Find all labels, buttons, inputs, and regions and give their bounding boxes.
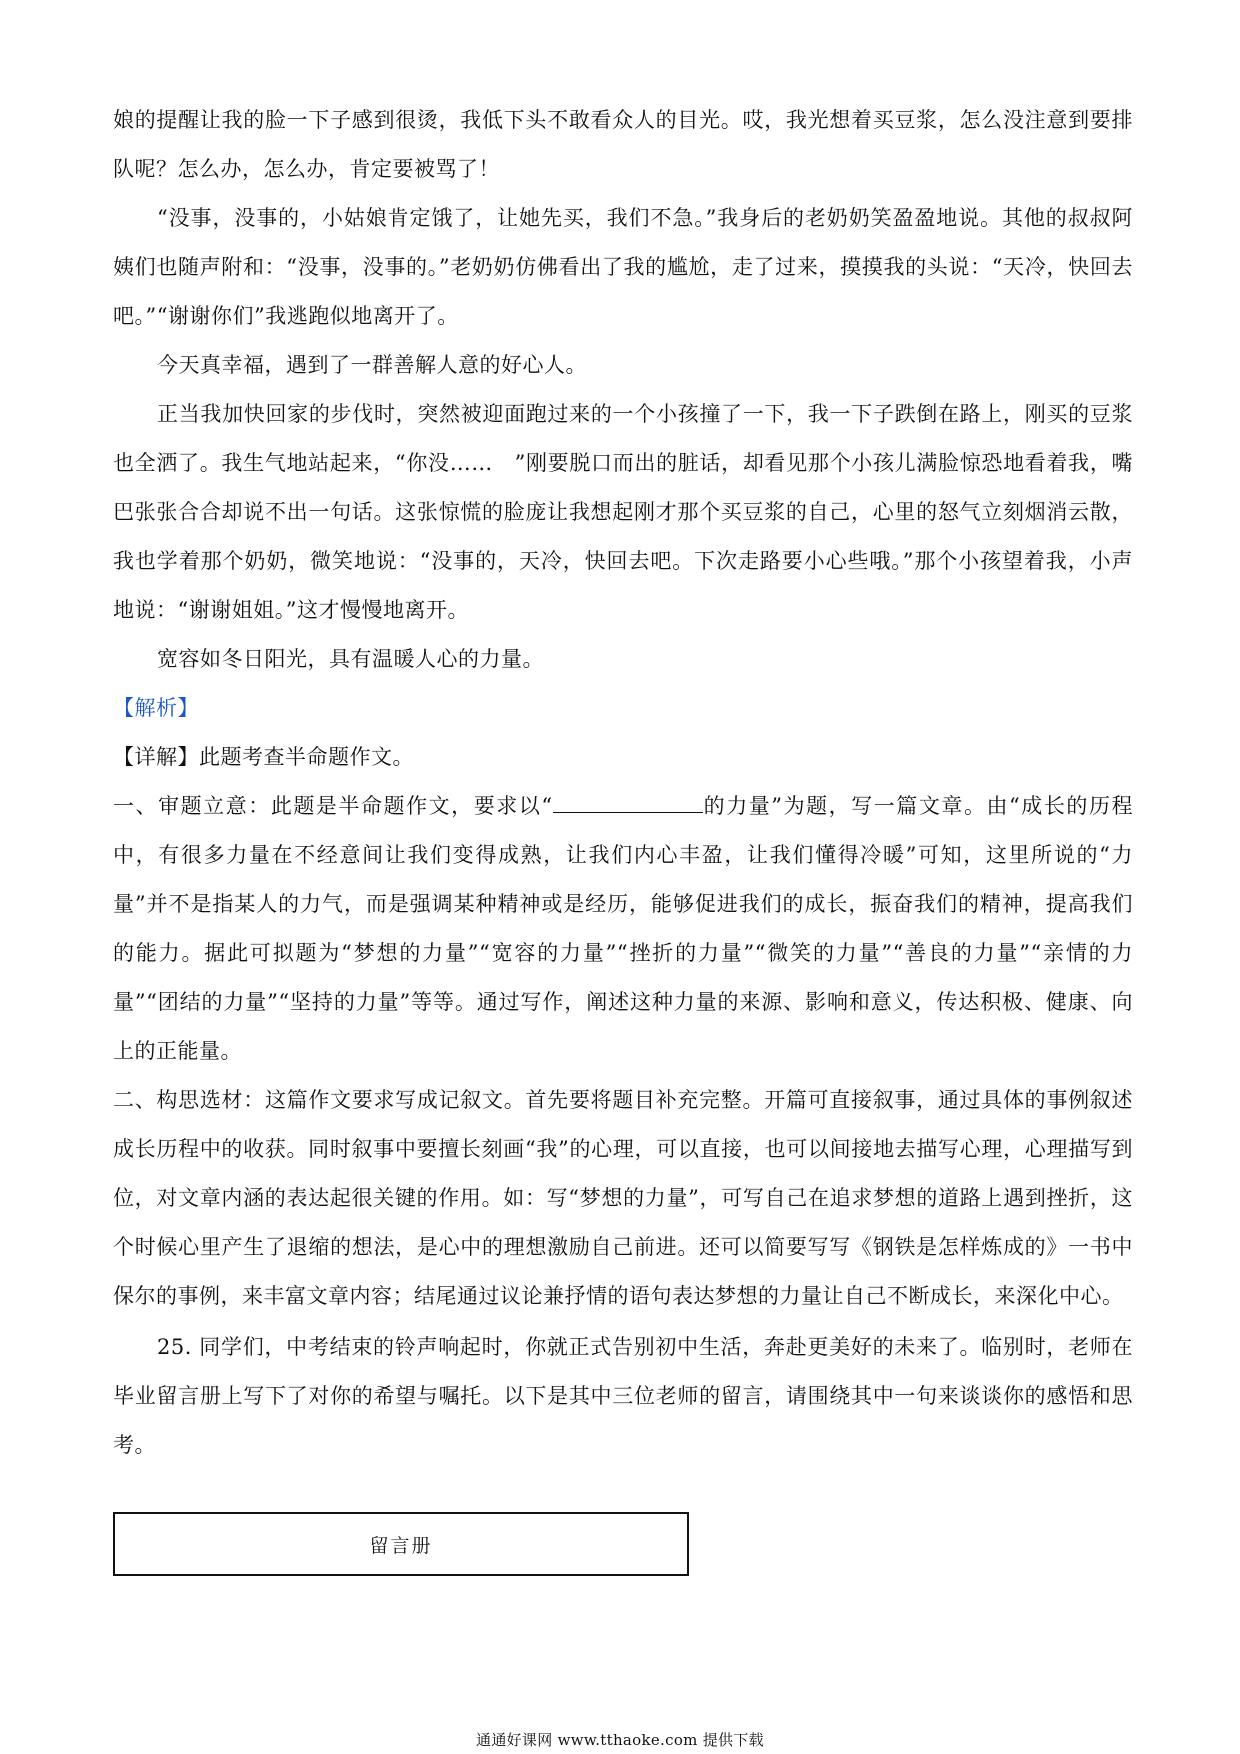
document-body [113,96,1133,1470]
page-footer: 通通好课网 www.tthaoke.com 提供下载 [476,1731,764,1749]
essay-paragraph-2: “没事，没事的，小姑娘肯定饿了，让她先买，我们不急。”我身后的老奶奶笑盈盈地说。其他的叔叔阿姨们也随声附和：“没事，没事的。”老奶奶仿佛看出了我的尴尬，走了过来，摸摸我的头说：“天冷，快回去吧。”“谢谢你们”我逃跑似地离开了。 [113,206,1133,328]
essay-paragraph-1: 娘的提醒让我的脸一下子感到很烫，我低下头不敢看众人的目光。哎，我光想着买豆浆，怎么没注意到要排队呢？怎么办，怎么办，肯定要被骂了！ [113,108,1133,181]
analysis-section-1 [113,782,1133,1076]
analysis-label: 【解析】 [113,696,199,720]
question-25: 25. 同学们，中考结束的铃声响起时，你就正式告别初中生活，奔赴更美好的未来了。临别时，老师在毕业留言册上写下了对你的希望与嘱托。以下是其中三位老师的留言，请围绕其中一句来谈谈你的感悟和思考。 [113,1335,1133,1457]
essay-paragraph-3: 今天真幸福，遇到了一群善解人意的好心人。 [157,353,587,377]
analysis-section-2: 二、构思选材：这篇作文要求写成记叙文。首先要将题目补充完整。开篇可直接叙事，通过具体的事例叙述成长历程中的收获。同时叙事中要擅长刻画“我”的心理，可以直接，也可以间接地去描写心理，心理描写到位，对文章内涵的表达起很关键的作用。如：写“梦想的力量”，可写自己在追求梦想的道路上遇到挫折，这个时候心里产生了退缩的想法，是心中的理想激励自己前进。还可以简要写写《钢铁是怎样炼成的》一书中保尔的事例，来丰富文章内容；结尾通过议论兼抒情的语句表达梦想的力量让自己不断成长，来深化中心。 [113,1088,1133,1308]
essay-paragraph-5: 宽容如冬日阳光，具有温暖人心的力量。 [157,647,544,671]
essay-paragraph-4: 正当我加快回家的步伐时，突然被迎面跑过来的一个小孩撞了一下，我一下子跌倒在路上，刚买的豆浆也全洒了。我生气地站起来，“你没…… ”刚要脱口而出的脏话，却看见那个小孩儿满脸惊恐地看着我，嘴巴张张合合却说不出一句话。这张惊慌的脸庞让我想起刚才那个买豆浆的自己，心里的怒气立刻烟消云散，我也学着那个奶奶，微笑地说：“没事的，天冷，快回去吧。下次走路要小心些哦。”那个小孩望着我，小声地说：“谢谢姐姐。”这才慢慢地离开。 [113,402,1133,622]
analysis-section-1-pre: 一、审题立意：此题是半命题作文，要求以“ [113,794,553,818]
analysis-detail: 【详解】此题考查半命题作文。 [113,745,414,769]
analysis-section-1-post: 的力量”为题，写一篇文章。由“成长的历程中，有很多力量在不经意间让我们变得成熟，让我们内心丰盈，让我们懂得冷暖”可知，这里所说的“力量”并不是指某人的力气，而是强调某种精神或是经历，能够促进我们的成长，振奋我们的精神，提高我们的能力。据此可拟题为“梦想的力量”“宽容的力量”“挫折的力量”“微笑的力量”“善良的力量”“亲情的力量”“团结的力量”“坚持的力量”等等。通过写作，阐述这种力量的来源、影响和意义，传达积极、健康、向上的正能量。 [113,794,1133,1063]
guestbook-title: 留言册 [369,1534,433,1557]
fill-blank-line [553,794,703,813]
guestbook-box [113,1512,689,1576]
